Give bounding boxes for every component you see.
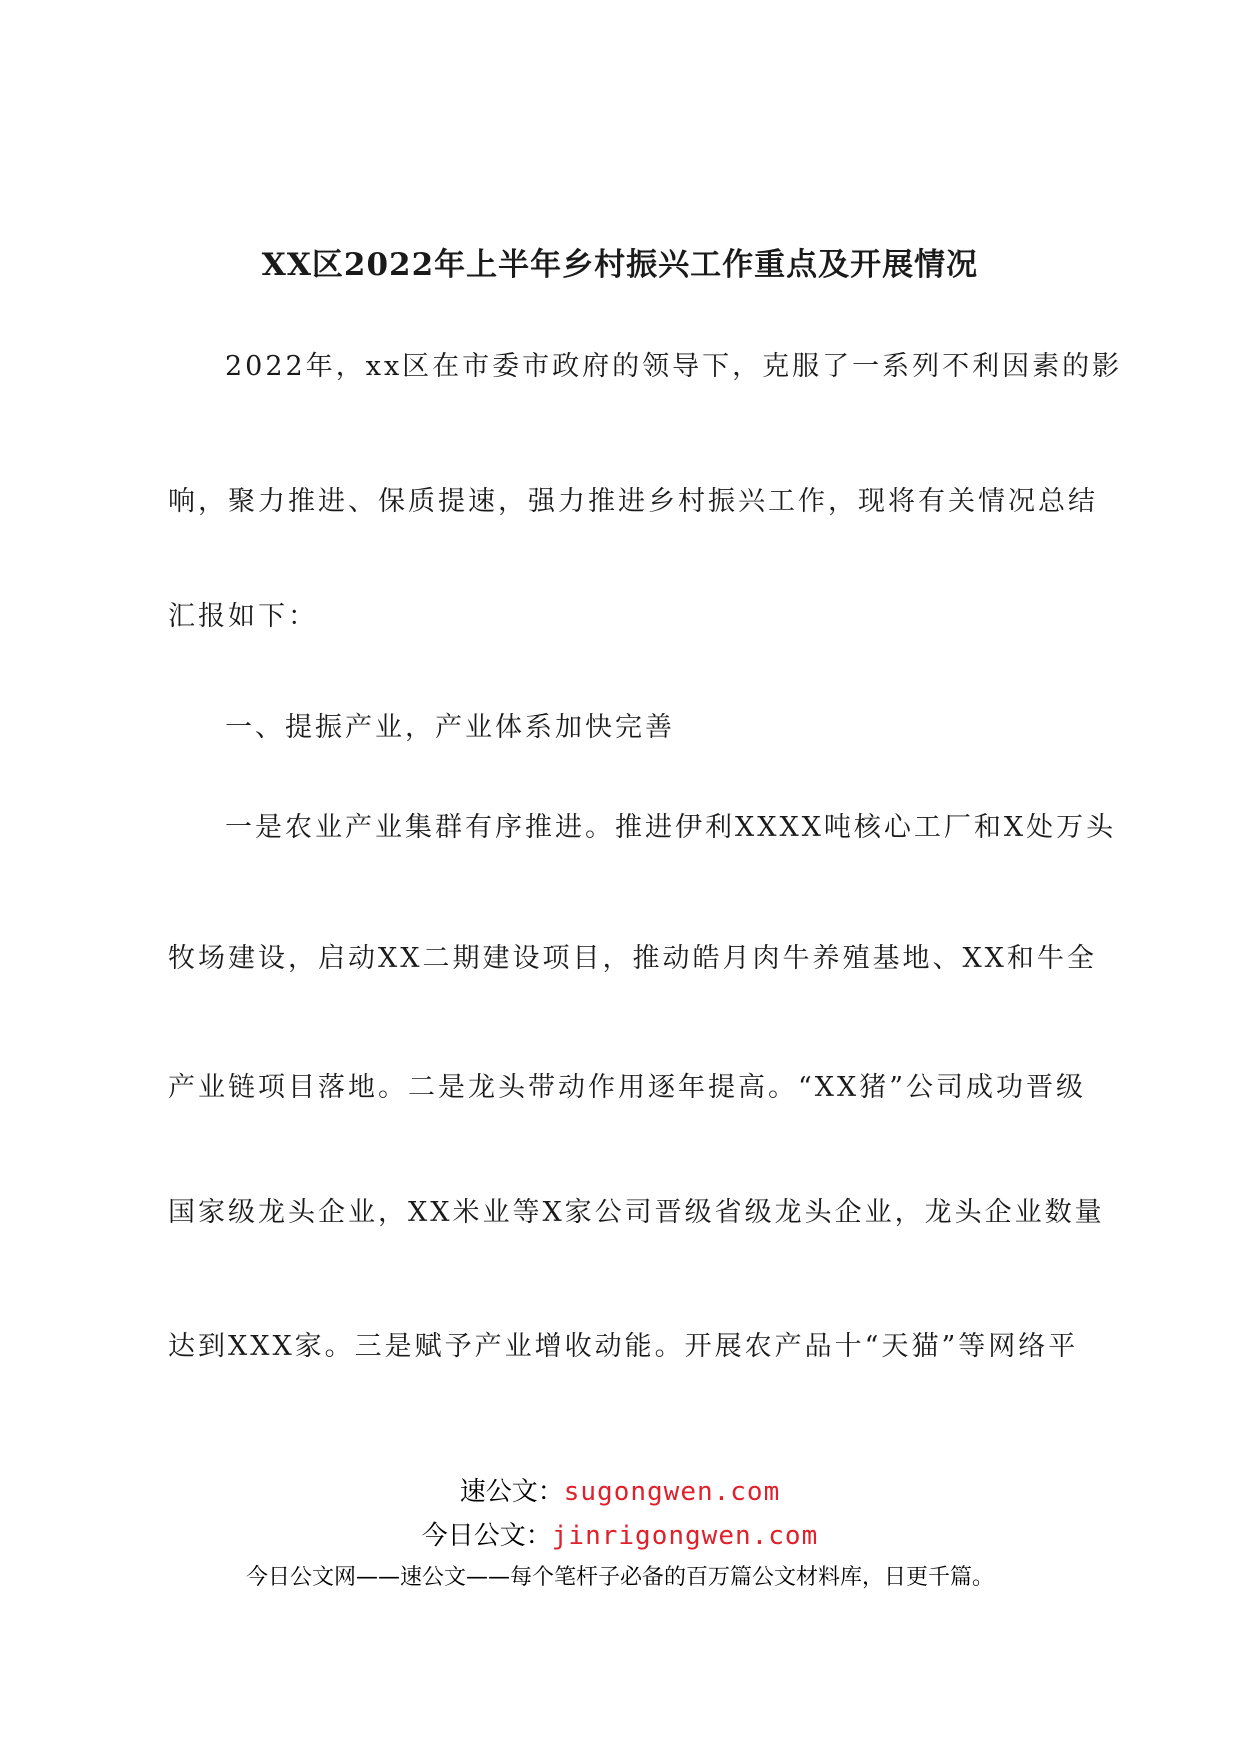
footer-sugongwen [0, 1474, 1240, 1510]
footer-label: 今日公文： [421, 1521, 552, 1551]
document-title: XX区2022年上半年乡村振兴工作重点及开展情况 [261, 247, 979, 283]
paragraph-line: 汇报如下： [168, 601, 318, 632]
paragraph-line: 牧场建设，启动XX二期建设项目，推动皓月肉牛养殖基地、XX和牛全 [168, 943, 1097, 974]
paragraph-line: 响，聚力推进、保质提速，强力推进乡村振兴工作，现将有关情况总结 [168, 486, 1098, 517]
footer-slogan: 今日公文网——速公文——每个笔杆子必备的百万篇公文材料库，日更千篇。 [245, 1565, 994, 1590]
jinrigongwen-link[interactable]: jinrigongwen.com [551, 1521, 819, 1551]
sugongwen-link[interactable]: sugongwen.com [563, 1477, 781, 1507]
footer-jinrigongwen [0, 1518, 1240, 1554]
footer-label: 速公文： [459, 1477, 564, 1507]
paragraph-line: 国家级龙头企业，XX米业等X家公司晋级省级龙头企业，龙头企业数量 [168, 1197, 1105, 1228]
paragraph-line: 达到XXX家。三是赋予产业增收动能。开展农产品十“天猫”等网络平 [168, 1331, 1079, 1362]
section-heading: 一、提振产业，产业体系加快完善 [225, 712, 675, 743]
paragraph-line: 2022年，xx区在市委市政府的领导下，克服了一系列不利因素的影 [225, 351, 1123, 382]
paragraph-line: 一是农业产业集群有序推进。推进伊利XXXX吨核心工厂和X处万头 [225, 812, 1117, 843]
paragraph-line: 产业链项目落地。二是龙头带动作用逐年提高。“XX猪”公司成功晋级 [168, 1072, 1087, 1103]
